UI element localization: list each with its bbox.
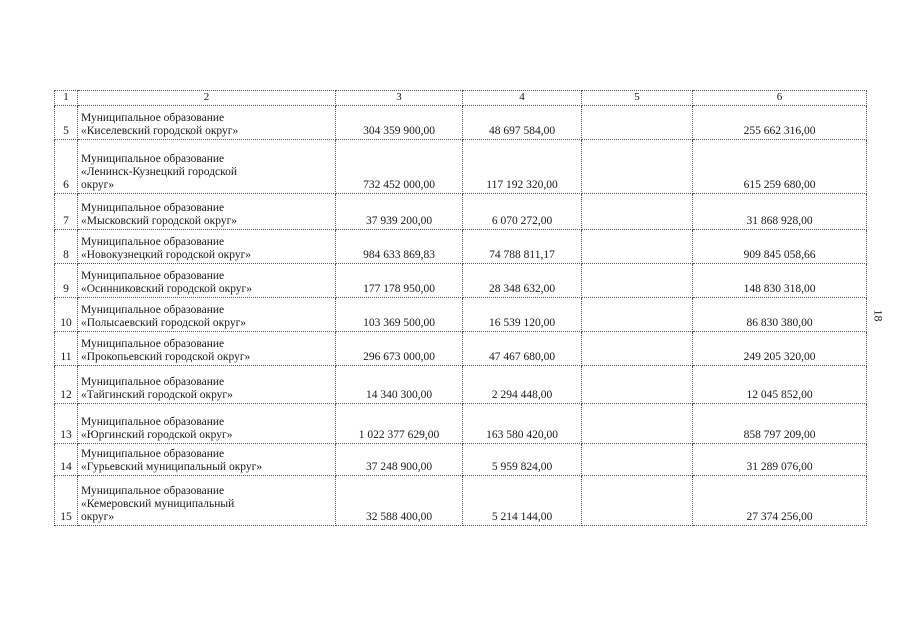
municipality-name-line: «Полысаевский городской округ» [81,317,247,329]
municipality-name-cell [78,140,336,194]
municipality-name-cell [78,230,336,264]
municipality-name-line: Муниципальное образование [81,485,225,497]
header-cell: 4 [463,91,582,106]
table-row [55,230,867,264]
amount-col6-cell: 858 797 209,00 [693,404,867,444]
budget-table [54,90,867,526]
amount-col6-cell: 31 289 076,00 [693,444,867,476]
amount-col3-cell: 984 633 869,83 [336,230,463,264]
table-row [55,194,867,230]
municipality-name-line: «Мысковский городской округ» [81,215,238,227]
municipality-name-line: «Новокузнецкий городской округ» [81,249,252,261]
table-row [55,444,867,476]
header-cell: 5 [582,91,693,106]
municipality-name-line: Муниципальное образование [81,270,225,282]
municipality-name-cell [78,444,336,476]
amount-col6-cell: 31 868 928,00 [693,194,867,230]
amount-col5-cell [582,106,693,140]
table-row [55,140,867,194]
header-cell: 2 [78,91,336,106]
amount-col4-cell: 16 539 120,00 [463,298,582,332]
table-header-row [55,91,867,106]
amount-col3-cell: 37 939 200,00 [336,194,463,230]
amount-col6-cell: 27 374 256,00 [693,476,867,526]
row-number-cell: 7 [55,194,78,230]
municipality-name-line: Муниципальное образование [81,202,225,214]
municipality-name-cell [78,366,336,404]
row-number-cell: 6 [55,140,78,194]
municipality-name-line: Муниципальное образование [81,236,225,248]
amount-col3-cell: 296 673 000,00 [336,332,463,366]
amount-col3-cell: 37 248 900,00 [336,444,463,476]
amount-col6-cell: 86 830 380,00 [693,298,867,332]
municipality-name-line: Муниципальное образование [81,112,225,124]
amount-col4-cell: 48 697 584,00 [463,106,582,140]
municipality-name-line: Муниципальное образование [81,448,225,460]
amount-col5-cell [582,264,693,298]
municipality-name-line: Муниципальное образование [81,153,225,165]
amount-col5-cell [582,366,693,404]
row-number-cell: 9 [55,264,78,298]
amount-col6-cell: 148 830 318,00 [693,264,867,298]
amount-col4-cell: 6 070 272,00 [463,194,582,230]
municipality-name-line: Муниципальное образование [81,338,225,350]
table-row [55,404,867,444]
amount-col3-cell: 1 022 377 629,00 [336,404,463,444]
table-row [55,298,867,332]
amount-col6-cell: 249 205 320,00 [693,332,867,366]
amount-col4-cell: 5 959 824,00 [463,444,582,476]
amount-col3-cell: 32 588 400,00 [336,476,463,526]
municipality-name-line: «Кемеровский муниципальный [81,498,235,510]
table-row [55,366,867,404]
amount-col6-cell: 12 045 852,00 [693,366,867,404]
amount-col3-cell: 304 359 900,00 [336,106,463,140]
table-row [55,476,867,526]
municipality-name-line: округ» [81,511,115,523]
page-number: 18 [871,309,886,322]
amount-col4-cell: 2 294 448,00 [463,366,582,404]
amount-col5-cell [582,476,693,526]
municipality-name-line: «Киселевский городской округ» [81,125,239,137]
amount-col4-cell: 117 192 320,00 [463,140,582,194]
header-cell: 3 [336,91,463,106]
amount-col3-cell: 14 340 300,00 [336,366,463,404]
municipality-name-cell [78,476,336,526]
municipality-name-cell [78,404,336,444]
municipality-name-cell [78,264,336,298]
row-number-cell: 5 [55,106,78,140]
municipality-name-cell [78,194,336,230]
municipality-name-line: «Гурьевский муниципальный округ» [81,461,263,473]
row-number-cell: 15 [55,476,78,526]
table-row [55,106,867,140]
header-cell: 6 [693,91,867,106]
table-row [55,332,867,366]
row-number-cell: 8 [55,230,78,264]
amount-col3-cell: 732 452 000,00 [336,140,463,194]
amount-col5-cell [582,444,693,476]
amount-col5-cell [582,194,693,230]
municipality-name-line: «Прокопьевский городской округ» [81,351,251,363]
row-number-cell: 11 [55,332,78,366]
municipality-name-line: «Юргинский городской округ» [81,429,233,441]
table-row [55,264,867,298]
municipality-name-line: Муниципальное образование [81,416,225,428]
amount-col4-cell: 74 788 811,17 [463,230,582,264]
row-number-cell: 13 [55,404,78,444]
amount-col3-cell: 103 369 500,00 [336,298,463,332]
amount-col6-cell: 909 845 058,66 [693,230,867,264]
amount-col4-cell: 47 467 680,00 [463,332,582,366]
amount-col4-cell: 163 580 420,00 [463,404,582,444]
amount-col5-cell [582,140,693,194]
amount-col5-cell [582,332,693,366]
row-number-cell: 12 [55,366,78,404]
amount-col6-cell: 615 259 680,00 [693,140,867,194]
amount-col3-cell: 177 178 950,00 [336,264,463,298]
municipality-name-cell [78,332,336,366]
header-cell: 1 [55,91,78,106]
amount-col4-cell: 28 348 632,00 [463,264,582,298]
municipality-name-line: Муниципальное образование [81,376,225,388]
municipality-name-line: «Тайгинский городской округ» [81,389,233,401]
amount-col6-cell: 255 662 316,00 [693,106,867,140]
municipality-name-line: округ» [81,179,115,191]
row-number-cell: 10 [55,298,78,332]
amount-col5-cell [582,404,693,444]
row-number-cell: 14 [55,444,78,476]
amount-col5-cell [582,298,693,332]
municipality-name-cell [78,106,336,140]
municipality-name-line: Муниципальное образование [81,304,225,316]
municipality-name-line: «Осинниковский городской округ» [81,283,253,295]
amount-col5-cell [582,230,693,264]
amount-col4-cell: 5 214 144,00 [463,476,582,526]
municipality-name-line: «Ленинск-Кузнецкий городской [81,166,238,178]
municipality-name-cell [78,298,336,332]
